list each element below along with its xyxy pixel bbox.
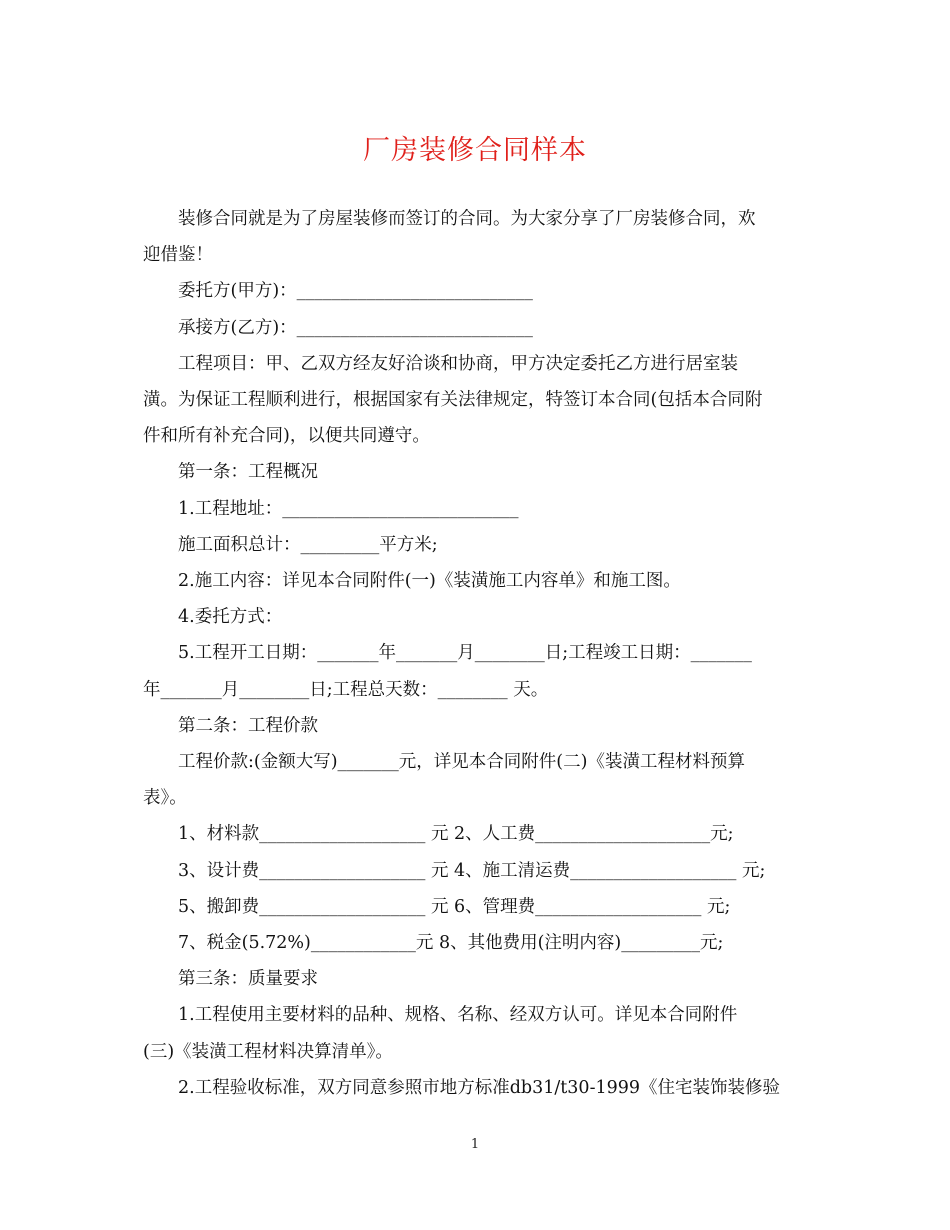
body-line: 第三条：质量要求 [178,969,318,990]
body-line: 2.施工内容：详见本合同附件(一)《装潢施工内容单》和施工图。 [178,571,681,591]
body-line: (三)《装潢工程材料决算清单》。 [143,1041,393,1062]
body-line: 委托方(甲方)：___________________________ [178,281,533,302]
body-line: 1、材料款___________________ 元 2、人工费____________________元; [178,824,734,845]
body-line: 工程项目：甲、乙双方经友好洽谈和协商，甲方决定委托乙方进行居室装 [178,353,738,374]
body-line: 潢。为保证工程顺利进行，根据国家有关法律规定，特签订本合同(包括本合同附 [143,390,763,410]
body-line: 2.工程验收标准，双方同意参照市地方标准db31/t30-1999《住宅装饰装修验 [178,1077,781,1098]
body-line: 施工面积总计：_________平方米; [178,534,438,555]
body-line: 5、搬卸费___________________ 元 6、管理费___________________ 元; [178,896,731,917]
body-line: 1.工程使用主要材料的品种、规格、名称、经双方认可。详见本合同附件 [178,1005,738,1026]
body-line: 5.工程开工日期：_______年_______月________日;工程竣工日期：_______ [178,643,752,664]
body-line: 工程价款:(金额大写)_______元，详见本合同附件(二)《装潢工程材料预算 [178,752,745,772]
body-line: 年_______月________日;工程总天数：________ 天。 [143,679,549,700]
body-line: 4.委托方式： [178,607,283,628]
body-line: 迎借鉴！ [143,245,213,266]
document-title: 厂房装修合同样本 [363,135,587,166]
page-number: 1 [470,1137,480,1152]
body-line: 第一条：工程概况 [178,462,318,483]
body-line: 第二条：工程价款 [178,715,318,736]
body-line: 装修合同就是为了房屋装修而签订的合同。为大家分享了厂房装修合同，欢 [178,209,756,229]
body-line: 件和所有补充合同)，以便共同遵守。 [143,426,430,447]
body-line: 1.工程地址：___________________________ [178,498,519,519]
body-line: 3、设计费___________________ 元 4、施工清运费___________________ 元; [178,860,766,881]
body-line: 7、税金(5.72%)____________元 8、其他费用(注明内容)_________元; [178,933,724,953]
body-line: 承接方(乙方)：___________________________ [178,317,533,338]
body-line: 表》。 [143,788,187,809]
